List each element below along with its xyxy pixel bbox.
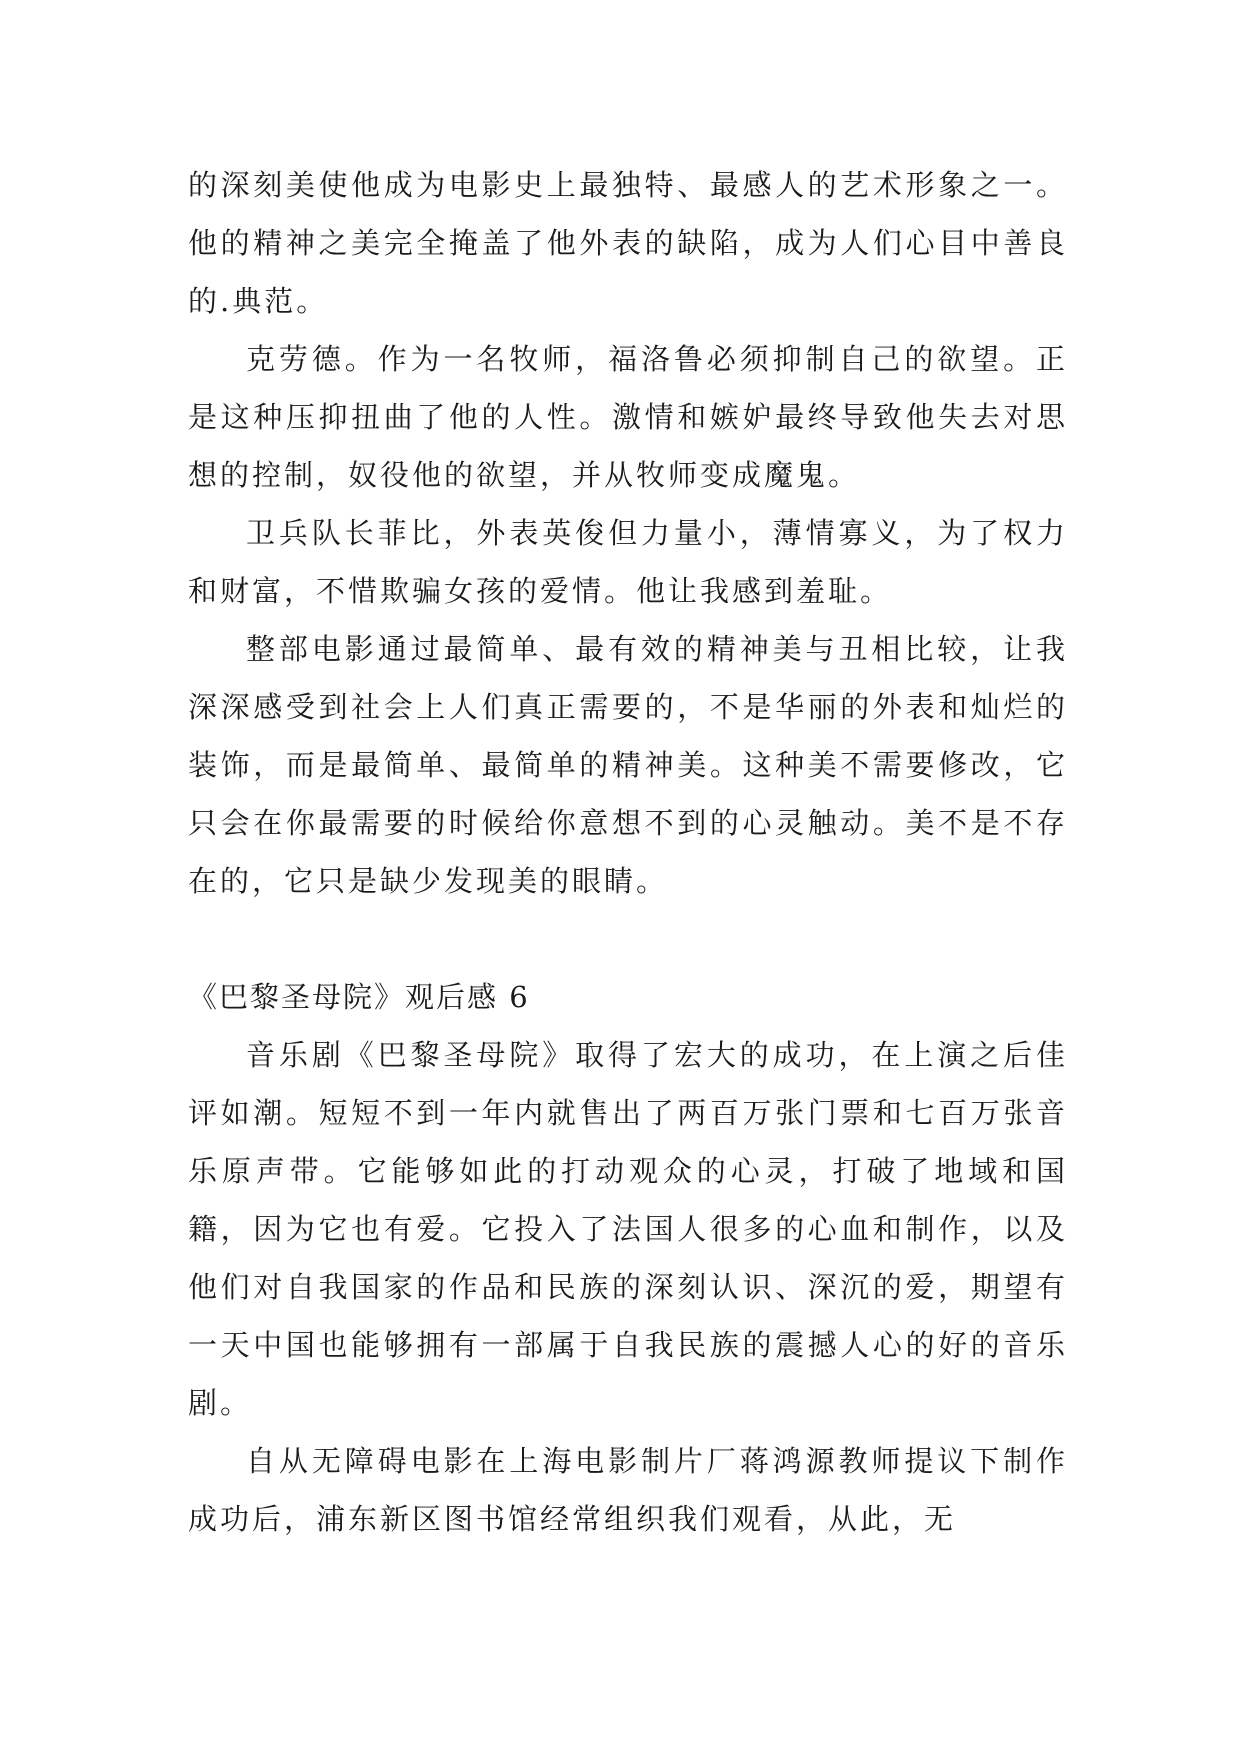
paragraph-claude: 克劳德。作为一名牧师，福洛鲁必须抑制自己的欲望。正是这种压抑扭曲了他的人性。激情和嫉妒最终导致他失去对思想的控制，奴役他的欲望，并从牧师变成魔鬼。 xyxy=(188,342,1068,492)
paragraph-musical: 音乐剧《巴黎圣母院》取得了宏大的成功，在上演之后佳评如潮。短短不到一年内就售出了两百万张门票和七百万张音乐原声带。它能够如此的打动观众的心灵，打破了地域和国籍，因为它也有爱。它投入了法国人很多的心血和制作，以及他们对自我国家的作品和民族的深刻认识、深沉的爱，期望有一天中国也能够拥有一部属于自我民族的震撼人心的好的音乐剧。 xyxy=(188,1038,1068,1420)
paragraph-accessible-film: 自从无障碍电影在上海电影制片厂蒋鸿源教师提议下制作成功后，浦东新区图书馆经常组织我们观看，从此，无 xyxy=(188,1444,1068,1536)
section-heading: 《巴黎圣母院》观后感 6 xyxy=(188,980,530,1014)
paragraph-continued: 的深刻美使他成为电影史上最独特、最感人的艺术形象之一。他的精神之美完全掩盖了他外表的缺陷，成为人们心目中善良的.典范。 xyxy=(188,168,1068,318)
paragraph-conclusion: 整部电影通过最简单、最有效的精神美与丑相比较，让我深深感受到社会上人们真正需要的，不是华丽的外表和灿烂的装饰，而是最简单、最简单的精神美。这种美不需要修改，它只会在你最需要的时候给你意想不到的心灵触动。美不是不存在的，它只是缺少发现美的眼睛。 xyxy=(188,632,1068,898)
paragraph-phoebus: 卫兵队长菲比，外表英俊但力量小，薄情寡义，为了权力和财富，不惜欺骗女孩的爱情。他让我感到羞耻。 xyxy=(188,516,1068,608)
document-body xyxy=(188,156,1068,1548)
